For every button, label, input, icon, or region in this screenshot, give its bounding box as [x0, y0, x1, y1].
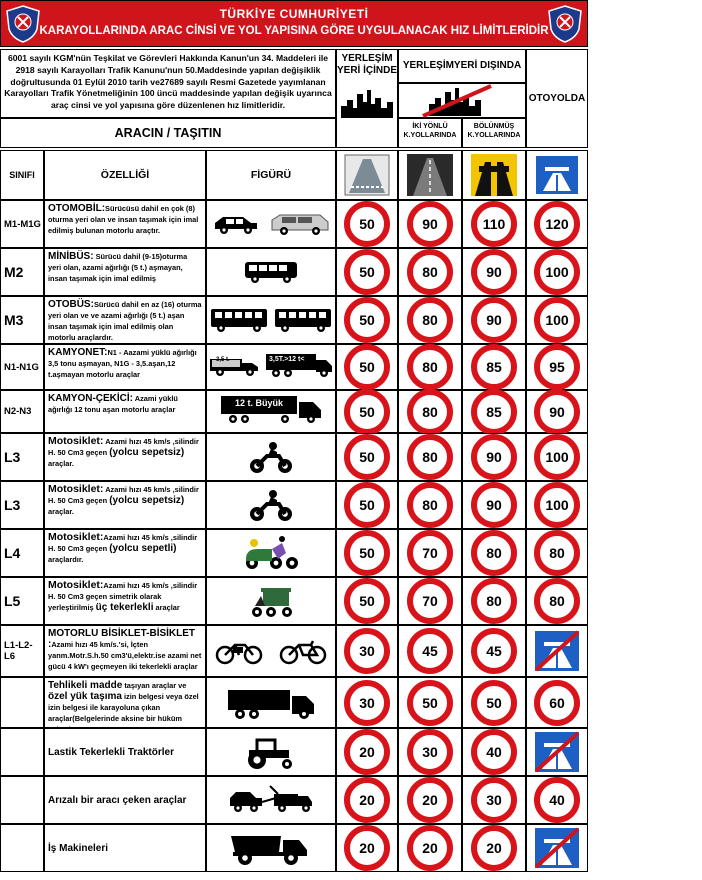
h-feature: ÖZELLİĞİ — [44, 150, 206, 200]
speed-limit-sign: 40 — [471, 729, 517, 775]
row-title: Arızalı bir aracı çeken araçlar — [48, 794, 187, 806]
speed-cell — [398, 728, 462, 776]
row-description — [44, 577, 206, 625]
row-title: OTOBÜS: — [48, 299, 94, 310]
speed-cell — [398, 824, 462, 872]
speed-cell — [398, 625, 462, 677]
h-class: SINIFI — [0, 150, 44, 200]
speed-cell — [398, 481, 462, 529]
minibus-icon — [243, 259, 299, 285]
speed-limit-sign: 100 — [534, 297, 580, 343]
speed-limit-sign: 80 — [471, 530, 517, 576]
row-class: M3 — [0, 296, 44, 344]
row-title: Lastik Tekerlekli Traktörler — [48, 746, 174, 758]
row-title: KAMYON-ÇEKİCİ: — [48, 393, 133, 404]
speed-limit-sign: 90 — [407, 201, 453, 247]
speed-limit-sign: 70 — [407, 578, 453, 624]
vehicle-figure — [206, 824, 336, 872]
speed-limit-sign: 40 — [534, 777, 580, 823]
row-description — [44, 200, 206, 248]
vehicle-figure — [206, 776, 336, 824]
speed-cell — [336, 344, 398, 390]
speed-cell — [526, 296, 588, 344]
two-way-road-icon — [407, 154, 453, 196]
vehicle-figure — [206, 728, 336, 776]
speed-limit-sign: 50 — [344, 344, 390, 390]
vehicle-label: 3,5T.>12 t< — [269, 355, 305, 363]
row-description — [44, 296, 206, 344]
row-title: MOTORLU BİSİKLET-BİSİKLET : — [48, 628, 196, 650]
speed-limit-sign: 20 — [407, 777, 453, 823]
vehicle-figure — [206, 577, 336, 625]
row-class: L3 — [0, 481, 44, 529]
speed-cell — [462, 728, 526, 776]
row-title: OTOMOBİL: — [48, 203, 106, 214]
bikes-icon — [279, 637, 327, 665]
vehicle-figure — [206, 248, 336, 296]
speed-limit-sign: 100 — [534, 434, 580, 480]
row-emphasis: (yolcu sepetsiz) — [109, 495, 185, 506]
row-title: KAMYONET: — [48, 347, 108, 358]
row-class: N2-N3 — [0, 390, 44, 433]
speed-cell — [462, 200, 526, 248]
speed-cell — [398, 390, 462, 433]
row-text: Azami yüklü ağırlığı 12 tonu aşan motorlu araçlar — [48, 394, 178, 414]
speed-cell — [462, 625, 526, 677]
moto-icon — [247, 488, 295, 522]
header-banner — [0, 0, 588, 47]
speed-cell — [526, 824, 588, 872]
speed-limit-sign: 20 — [407, 825, 453, 871]
col-divided: BÖLÜNMÜŞ K.YOLLARINDA — [462, 118, 526, 148]
row-text: Sürücü dahil (9-15)oturma yeri olan, azami ağırlığı (5 t.) aşmayan, insan taşımak için imal edilmiş — [48, 252, 188, 283]
speed-cell — [336, 728, 398, 776]
speed-limit-sign: 20 — [344, 729, 390, 775]
speed-limit-sign: 120 — [534, 201, 580, 247]
speed-cell — [398, 296, 462, 344]
col-in-settlement-label: YERLEŞİM YERİ İÇİNDE — [337, 53, 398, 76]
speed-limit-sign: 30 — [407, 729, 453, 775]
speed-cell — [526, 433, 588, 481]
speed-limit-sign: 50 — [344, 297, 390, 343]
vehicle-figure — [206, 625, 336, 677]
row-title: İş Makineleri — [48, 842, 109, 854]
row-description — [44, 529, 206, 577]
speed-cell — [336, 200, 398, 248]
row-text: Azami hızı 45 km/s.'si, İçten yanm.Motr.S.h.50 cm3'ü,elektr.ise azami net gücü 4 kW'ı geçmeyen iki tekerlekli araçlar — [48, 640, 202, 671]
speed-limit-sign: 90 — [471, 434, 517, 480]
vehicle-figure — [206, 296, 336, 344]
header-title: TÜRKİYE CUMHURİYETİ — [219, 7, 369, 21]
car-van-icon — [213, 213, 259, 235]
no-motorway-icon — [534, 630, 580, 672]
vehicle-label: 12 t. Büyük — [235, 398, 284, 408]
divided-road-icon — [471, 154, 517, 196]
speed-cell — [336, 248, 398, 296]
city-end-icon — [399, 84, 523, 117]
col-in-settlement — [336, 49, 398, 148]
row-class: M2 — [0, 248, 44, 296]
speed-cell — [336, 296, 398, 344]
row-title: Motosiklet: — [48, 579, 104, 591]
row-description — [44, 390, 206, 433]
row-class: L1-L2-L6 — [0, 625, 44, 677]
speed-cell — [526, 200, 588, 248]
vehicle-figure — [206, 200, 336, 248]
moto-icon — [247, 440, 295, 474]
row-emphasis: (yolcu sepetli) — [109, 543, 177, 554]
speed-limit-sign: 90 — [534, 389, 580, 435]
speed-limit-sign: 85 — [471, 344, 517, 390]
speed-cell — [462, 577, 526, 625]
speed-limit-sign: 50 — [407, 680, 453, 726]
speed-cell — [398, 529, 462, 577]
speed-cell — [526, 344, 588, 390]
row-description — [44, 824, 206, 872]
speed-cell — [398, 200, 462, 248]
row-class: L5 — [0, 577, 44, 625]
row-text: taşıyan araçlar ve — [122, 681, 187, 690]
tow-icon — [226, 784, 316, 816]
tanker-icon — [226, 686, 316, 720]
vehicle-figure — [206, 529, 336, 577]
row-title: Motosiklet: — [48, 531, 104, 543]
speed-cell — [398, 677, 462, 728]
speed-cell — [398, 433, 462, 481]
speed-cell — [462, 529, 526, 577]
speed-limit-sign: 45 — [407, 628, 453, 674]
row-text: Azami hızı 45 km/s ,silindir H. 50 Cm3 geçen — [48, 485, 199, 505]
row-emphasis: (yolcu sepetsiz) — [109, 447, 185, 458]
row-emphasis: üç tekerlekli — [95, 602, 154, 613]
row-text: Azami hızı 45 km/s ,silindir H. 50 Cm3 geçen — [48, 437, 199, 457]
speed-limit-sign: 45 — [471, 628, 517, 674]
speed-limit-sign: 60 — [534, 680, 580, 726]
speed-limit-sign: 90 — [471, 482, 517, 528]
vehicle-label: 3,5 t. — [216, 356, 230, 363]
speed-limit-sign: 80 — [534, 578, 580, 624]
speed-cell — [462, 390, 526, 433]
row-emphasis: özel yük taşıma — [48, 691, 122, 702]
row-class — [0, 824, 44, 872]
speed-limit-sign: 50 — [344, 530, 390, 576]
speed-limit-sign: 90 — [471, 297, 517, 343]
col-two-way: İKİ YÖNLÜ K.YOLLARINDA — [398, 118, 462, 148]
speed-cell — [462, 824, 526, 872]
speed-cell — [526, 248, 588, 296]
city-road-icon — [345, 155, 389, 195]
road-sign-motorway-cell — [526, 150, 588, 200]
row-class — [0, 677, 44, 728]
row-description — [44, 248, 206, 296]
speed-limit-sign: 20 — [344, 825, 390, 871]
speed-cell — [526, 529, 588, 577]
dumper-icon — [229, 830, 313, 866]
col-motorway: OTOYOLDA — [526, 49, 588, 148]
vehicle-figure — [206, 390, 336, 433]
tractor-icon — [245, 734, 297, 770]
row-text: Sürücü dahil en az (16) oturma yeri olan ve ve azami ağırlığı (5 t.) aşan insan taşımak için imal edilmiş olan motorlu araçlardır. — [48, 300, 202, 342]
row-text: Sürücüsü dahil en çok (8) oturma yeri olan ve insan taşımak için imal edilmiş bulunan motorlu araçtır. — [48, 204, 199, 235]
row-class: N1-N1G — [0, 344, 44, 390]
speed-limit-sign: 20 — [344, 777, 390, 823]
speed-limit-sign: 80 — [407, 434, 453, 480]
row-description — [44, 677, 206, 728]
row-description — [44, 776, 206, 824]
speed-limit-sign: 85 — [471, 389, 517, 435]
row-title: Motosiklet: — [48, 435, 104, 447]
row-tail: araçlar — [153, 603, 180, 612]
speed-limit-sign: 90 — [471, 249, 517, 295]
speed-cell — [526, 481, 588, 529]
speed-cell — [336, 824, 398, 872]
speed-cell — [462, 344, 526, 390]
speed-cell — [398, 577, 462, 625]
speed-cell — [336, 625, 398, 677]
road-sign-two-way-cell — [398, 150, 462, 200]
row-description — [44, 625, 206, 677]
row-title: Tehlikeli madde — [48, 680, 123, 691]
row-tail: araçlar. — [48, 507, 74, 516]
speed-cell — [462, 433, 526, 481]
speed-limit-sign: 50 — [344, 434, 390, 480]
speed-cell — [526, 776, 588, 824]
speed-limit-sign: 50 — [344, 201, 390, 247]
speed-cell — [462, 776, 526, 824]
vehicle-header: ARACIN / TAŞITIN — [0, 118, 336, 148]
row-text: Azami hızı 45 km/s ,silindir H. 50 Cm3 geçen simetrik olarak yerleştirilmiş — [48, 581, 198, 612]
speed-cell — [336, 390, 398, 433]
speed-cell — [336, 776, 398, 824]
speed-limit-sign: 110 — [471, 201, 517, 247]
car-van-icon — [270, 212, 330, 236]
vehicle-figure — [206, 481, 336, 529]
header-subtitle: KARAYOLLARINDA ARAC CİNSİ VE YOL YAPISINA GÖRE UYGULANACAK HIZ LİMİTLERİDİR — [39, 25, 549, 37]
speed-limit-sign: 30 — [471, 777, 517, 823]
speed-limit-sign: 100 — [534, 249, 580, 295]
speed-limit-sign: 30 — [344, 628, 390, 674]
speed-cell — [336, 677, 398, 728]
vehicle-figure — [206, 344, 336, 390]
row-tail: izin belgesi veya özel izin belgesi ile karayoluna çıkan araçlar(Belgelerinde aksine bir hüküm — [48, 692, 199, 723]
speed-limit-sign: 80 — [407, 389, 453, 435]
speed-limit-sign: 30 — [344, 680, 390, 726]
vehicle-figure — [206, 677, 336, 728]
row-text: Azami hızı 45 km/s ,silindir H. 50 Cm3 geçen — [48, 533, 198, 553]
speed-limit-sign: 50 — [344, 482, 390, 528]
speed-cell — [398, 248, 462, 296]
speed-limit-sign: 80 — [534, 530, 580, 576]
speed-cell — [462, 248, 526, 296]
speed-cell — [398, 344, 462, 390]
speed-cell — [526, 677, 588, 728]
row-description — [44, 433, 206, 481]
speed-limit-sign: 95 — [534, 344, 580, 390]
speed-cell — [336, 433, 398, 481]
speed-cell — [398, 776, 462, 824]
speed-limit-sign: 80 — [407, 249, 453, 295]
row-title: MİNİBÜS: — [48, 251, 94, 262]
no-motorway-icon — [534, 827, 580, 869]
row-description — [44, 481, 206, 529]
no-motorway-icon — [534, 731, 580, 773]
speed-cell — [526, 390, 588, 433]
row-description — [44, 728, 206, 776]
speed-cell — [336, 481, 398, 529]
city-icon — [339, 88, 397, 118]
speed-limit-sign: 80 — [407, 297, 453, 343]
row-class — [0, 776, 44, 824]
speed-cell — [336, 577, 398, 625]
speed-limit-sign: 20 — [471, 825, 517, 871]
road-sign-city-cell — [336, 150, 398, 200]
row-tail: araçlar. — [48, 459, 74, 468]
bikes-icon — [215, 637, 263, 665]
speed-limit-sign: 80 — [471, 578, 517, 624]
h-figure: FİGÜRÜ — [206, 150, 336, 200]
speed-cell — [526, 728, 588, 776]
motorway-sign-icon — [535, 155, 579, 195]
speed-limit-sign: 100 — [534, 482, 580, 528]
speed-limit-sign: 70 — [407, 530, 453, 576]
city-crossed-cell — [398, 83, 526, 118]
bus-icon — [209, 306, 333, 334]
speed-cell — [462, 296, 526, 344]
trike-icon — [247, 584, 295, 618]
row-class: L3 — [0, 433, 44, 481]
row-class: M1-M1G — [0, 200, 44, 248]
row-description — [44, 344, 206, 390]
speed-limit-sign: 80 — [407, 344, 453, 390]
sidecar-icon — [242, 535, 300, 571]
speed-limit-sign: 50 — [344, 578, 390, 624]
vehicle-figure — [206, 433, 336, 481]
speed-limit-sign: 80 — [407, 482, 453, 528]
speed-cell — [526, 577, 588, 625]
speed-cell — [336, 529, 398, 577]
speed-limit-sign: 50 — [344, 389, 390, 435]
speed-cell — [462, 481, 526, 529]
police-emblem-icon — [548, 5, 582, 43]
speed-cell — [526, 625, 588, 677]
row-class: L4 — [0, 529, 44, 577]
row-text: N1 - Aazami yüklü ağırlığı 3,5 tonu aşmayan, N1G - 3,5.aşan,12 t.aşmayan motorlu araçlar — [48, 348, 197, 379]
intro-text: 6001 sayılı KGM'nün Teşkilat ve Görevleri Hakkında Kanun'un 34. Maddeleri ile 2918 sayılı Karayolları Trafik Kanunu'nun 50.Maddesinde yapılan değişiklik doğrultusunda 01 Eylül 2010 tarih ve27689 sayılı Resmi Gazetede yayımlanan Karayolları Trafik Yönetmeliğinin 100 üncü maddesinde yapılan değişik uyarınca araç cinsi ve yol yapısına göre düzenlenen hız limitleridir. — [0, 49, 336, 118]
speed-cell — [462, 677, 526, 728]
col-outside: YERLEŞİMYERİ DIŞINDA — [398, 49, 526, 83]
row-class — [0, 728, 44, 776]
road-sign-divided-cell — [462, 150, 526, 200]
row-tail: araçlardır. — [48, 555, 84, 564]
speed-limit-sign: 50 — [344, 249, 390, 295]
row-title: Motosiklet: — [48, 483, 104, 495]
speed-limit-sign: 50 — [471, 680, 517, 726]
